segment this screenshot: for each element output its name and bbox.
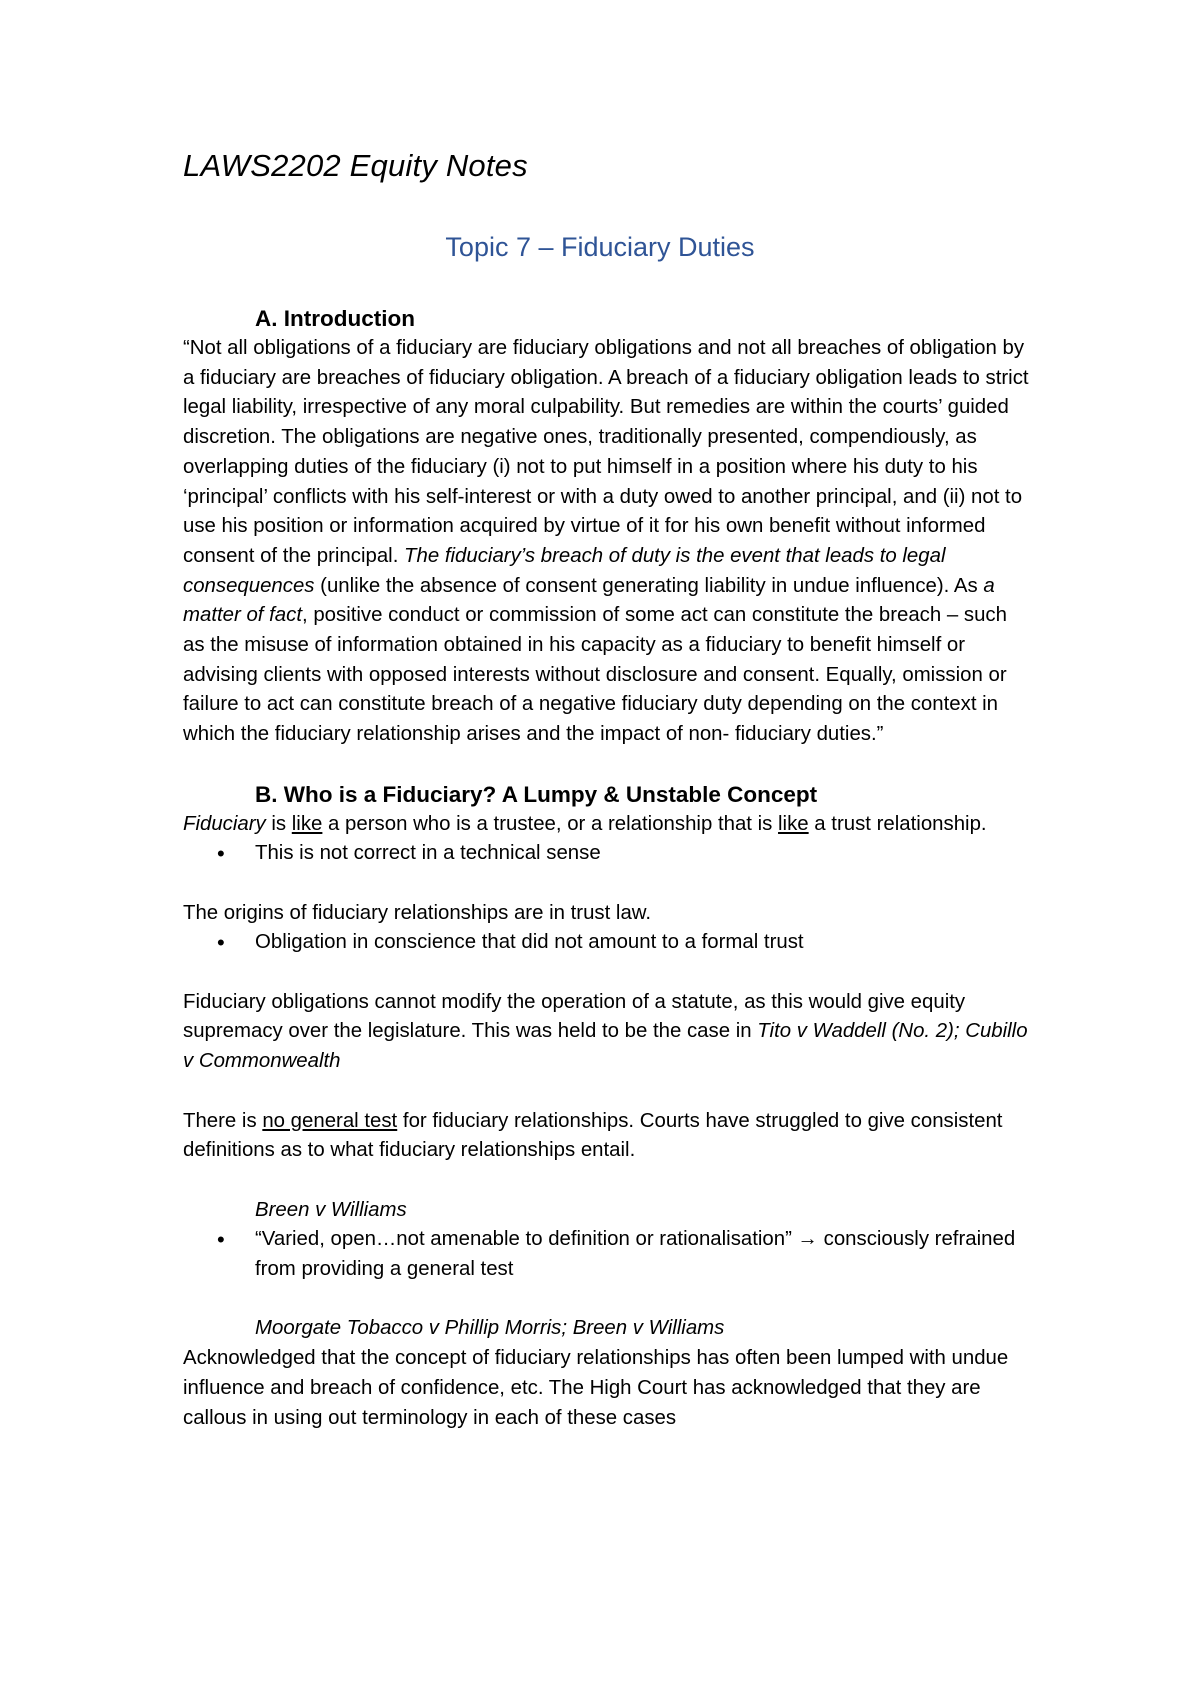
bullet-list [183, 928, 1033, 958]
paragraph-text: a person who is a trustee, or a relationship that is [322, 812, 779, 835]
section-a-heading: A. Introduction [255, 306, 415, 331]
paragraph-text: for fiduciary relationships. Courts have struggled to give consistent definitions as to what fiduciary relationships entail. [183, 1109, 1003, 1162]
section-b-heading: B. Who is a Fiduciary? A Lumpy & Unstable Concept [255, 781, 818, 807]
quote-text: , positive conduct or commission of some act can constitute the breach – such as the misuse of information obtained in his capacity as a fiduciary to benefit himself or advising clients with opposed interests without disclosure and consent. Equally, omission or failure to act can constitute breach of a negative fiduciary duty depending on the context in which the fiduciary relationship arises and the impact of non- fiduciary duties.” [183, 604, 1007, 746]
bullet-item: • Obligation in conscience that did not amount to a formal trust [183, 928, 1033, 958]
spacer [183, 1077, 1033, 1107]
spacer [183, 958, 1033, 988]
quote-text: (unlike the absence of consent generating liability in undue influence). As [314, 574, 984, 597]
fiduciary-term: Fiduciary [183, 812, 266, 835]
paragraph-text: Fiduciary obligations cannot modify the operation of a statute, as this would give equity supremacy over the legislature. This was held to be the case in [183, 990, 966, 1043]
statute-paragraph [183, 988, 1033, 1077]
introduction-quote [183, 334, 1033, 750]
fiduciary-definition-paragraph [183, 810, 1033, 840]
quote-text: “Not all obligations of a fiduciary are fiduciary obligations and not all breaches of obligation by a fiduciary are breaches of fiduciary obligation. A breach of a fiduciary obligation leads to strict legal liability, irrespective of any moral culpability. But remedies are within the courts’ guided discretion. The obligations are negative ones, traditionally presented, compendiously, as overlapping duties of the fiduciary (i) not to put himself in a position where his duty to his ‘principal’ conflicts with his self-interest or with a duty owed to another principal, and (ii) not to use his position or information acquired by virtue of it for his own benefit without informed consent of the principal. [183, 337, 1029, 567]
bullet-list [183, 1225, 1033, 1284]
paragraph-text: is [265, 812, 292, 835]
quote-italic-text: a matter of fact [183, 574, 995, 627]
bullet-item: • This is not correct in a technical sense [183, 839, 1033, 869]
spacer [183, 869, 1033, 899]
spacer [183, 750, 1033, 780]
quote-italic-text: The fiduciary’s breach of duty is the event that leads to legal consequences [183, 544, 946, 597]
topic-title: Topic 7 – Fiduciary Duties [445, 232, 755, 262]
case-heading-moorgate: Moorgate Tobacco v Phillip Morris; Breen v Williams [255, 1317, 725, 1340]
document-body [183, 304, 1033, 1433]
case-citation: Tito v Waddell (No. 2); Cubillo v Commonwealth [183, 1020, 1028, 1073]
bullet-list [183, 839, 1033, 869]
document-title: LAWS2202 Equity Notes [183, 148, 528, 183]
spacer [183, 1166, 1033, 1196]
underlined-text: like [291, 812, 323, 835]
paragraph-text: There is [183, 1109, 263, 1132]
lumped-concept-paragraph: Acknowledged that the concept of fiduciary relationships has often been lumped with undue influence and breach of confidence, etc. The High Court has acknowledged that they are callous in using out terminology in each of these cases [183, 1347, 1009, 1429]
bullet-item: • “Varied, open…not amenable to definition or rationalisation” → consciously refrained from providing a general test [183, 1225, 1033, 1284]
underlined-text: no general test [262, 1109, 398, 1132]
paragraph-text: a trust relationship. [808, 812, 987, 835]
case-heading-breen: Breen v Williams [255, 1198, 407, 1221]
underlined-text: like [778, 812, 809, 835]
spacer [183, 1285, 1033, 1315]
origins-paragraph: The origins of fiduciary relationships are in trust law. [183, 901, 652, 924]
general-test-paragraph [183, 1107, 1033, 1166]
